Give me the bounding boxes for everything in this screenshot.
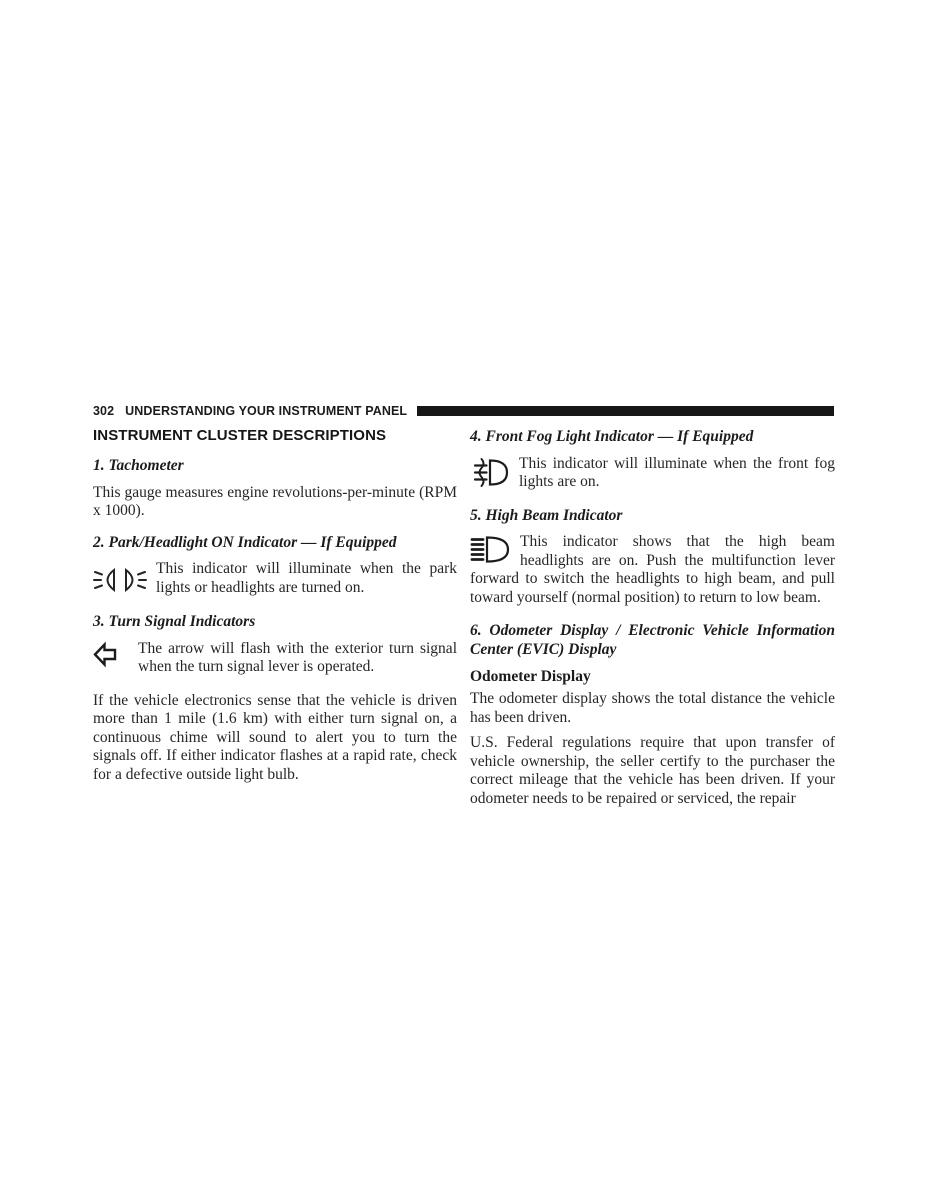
turn-signal-paragraph: [93, 640, 457, 677]
section-title-high-beam: 5. High Beam Indicator: [470, 506, 623, 524]
odometer-display-subheading: Odometer Display: [470, 668, 591, 685]
section-title-park-headlight: 2. Park/Headlight ON Indicator — If Equipped: [93, 533, 397, 551]
section-title-tachometer: 1. Tachometer: [93, 457, 184, 474]
section-title-turn-signal: 3. Turn Signal Indicators: [93, 613, 256, 630]
park-lights-icon: [93, 563, 147, 597]
turn-signal-text: The arrow will flash with the exterior turn signal when the turn signal lever is operated.: [138, 639, 457, 675]
header-rule-bar: [417, 406, 834, 416]
turn-signal-extra-paragraph: If the vehicle electronics sense that the vehicle is driven more than 1 mile (1.6 km) with either turn signal on, a continuous chime will sound to alert you to turn the signals off. If either indicator flashes at a rapid rate, check for a defective outside light bulb.: [93, 691, 457, 783]
front-fog-text: This indicator will illuminate when the front fog lights are on.: [519, 454, 835, 490]
left-column: [93, 426, 457, 791]
turn-signal-arrow-icon: [93, 641, 117, 668]
odometer-paragraph-1: The odometer display shows the total distance the vehicle has been driven.: [470, 690, 835, 726]
section-title-odometer: 6. Odometer Display / Electronic Vehicle Information Center (EVIC) Display: [470, 622, 835, 658]
front-fog-paragraph: [470, 455, 835, 492]
odometer-paragraph-2: U.S. Federal regulations require that upon transfer of vehicle ownership, the seller certify to the purchaser the correct mileage that the vehicle has been driven. If your odometer needs to be repaired or serviced, the repair: [470, 734, 835, 807]
front-fog-light-icon: [472, 456, 509, 489]
high-beam-paragraph: [470, 533, 835, 607]
section-title-front-fog: 4. Front Fog Light Indicator — If Equipped: [470, 428, 754, 445]
high-beam-icon: [470, 535, 510, 564]
running-header-title: UNDERSTANDING YOUR INSTRUMENT PANEL: [125, 404, 408, 418]
park-headlight-text: This indicator will illuminate when the park lights or headlights are turned on.: [156, 560, 457, 596]
high-beam-text: This indicator shows that the high beam headlights are on. Push the multifunction lever forward to switch the headlights to high beam, and pull toward yourself (normal position) to return to low beam.: [470, 533, 835, 606]
park-headlight-paragraph: [93, 560, 457, 598]
tachometer-paragraph: This gauge measures engine revolutions-per-minute (RPM x 1000).: [93, 483, 457, 519]
page-number: 302: [93, 404, 115, 418]
running-header: [93, 404, 834, 418]
main-heading: INSTRUMENT CLUSTER DESCRIPTIONS: [93, 427, 387, 444]
right-column: [470, 426, 835, 815]
